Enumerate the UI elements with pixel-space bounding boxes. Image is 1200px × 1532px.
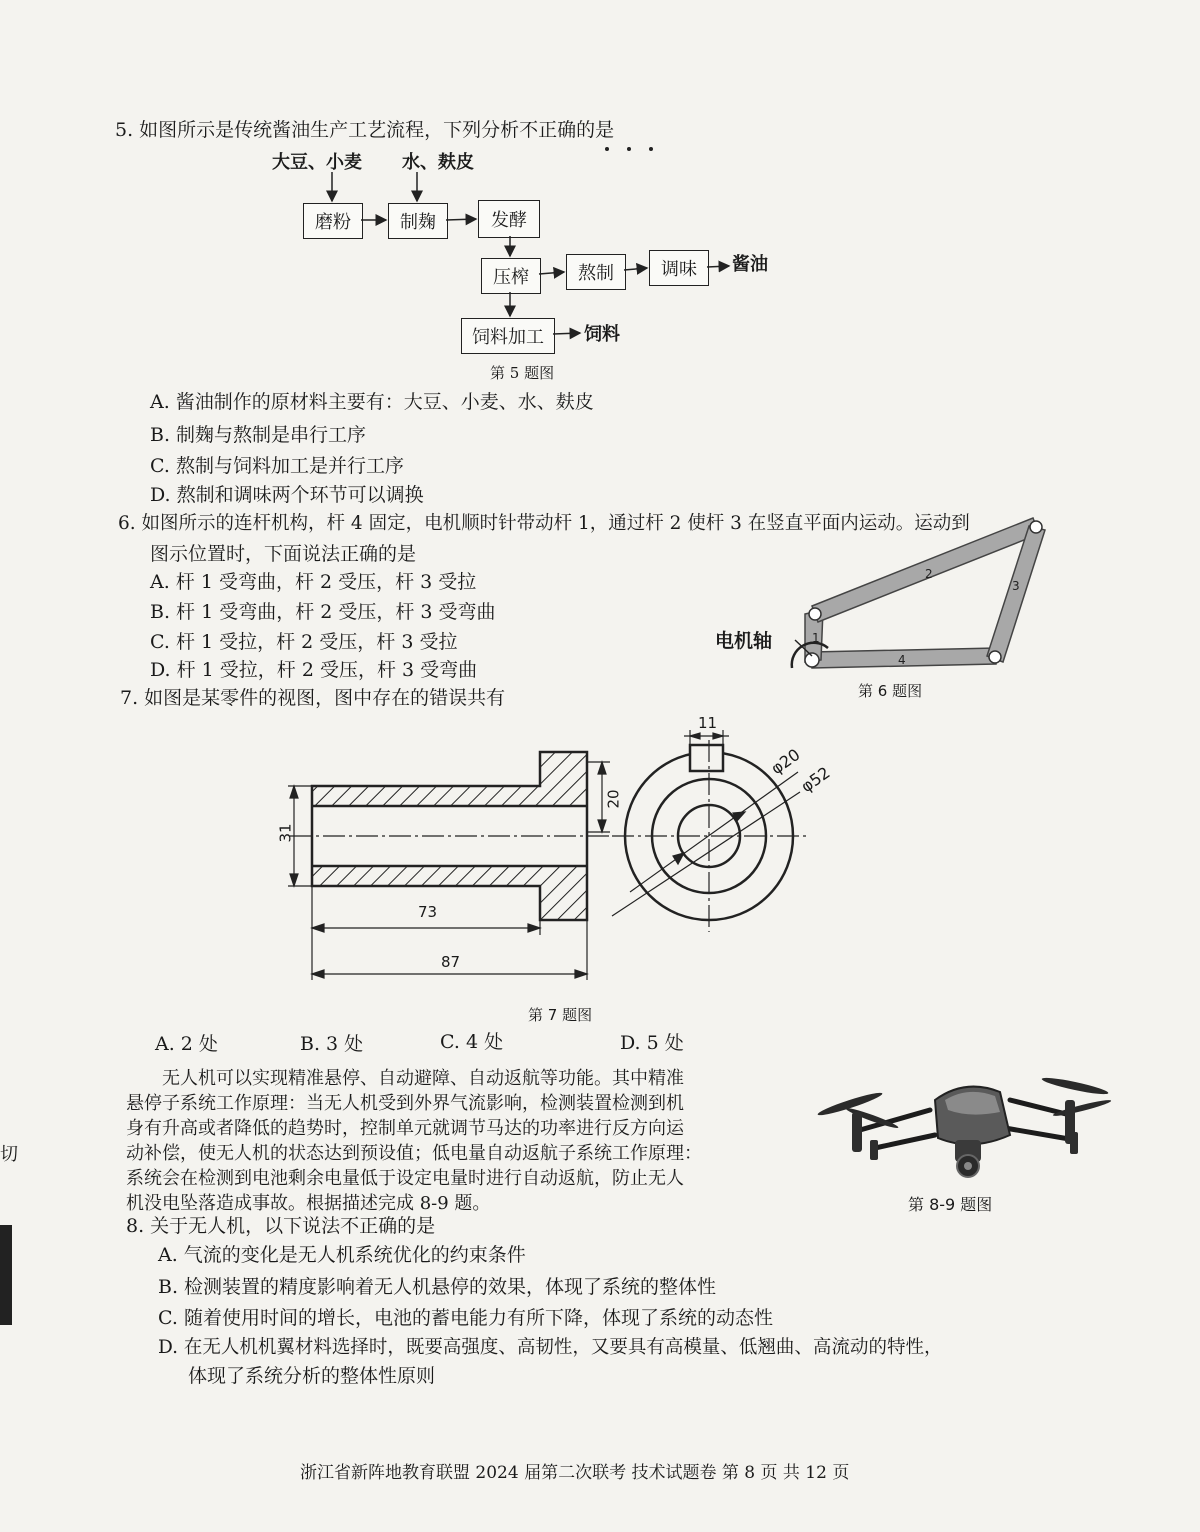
q7-option-a: A. 2 处 bbox=[155, 1033, 218, 1055]
q5-option-b: B. 制麹与熬制是串行工序 bbox=[150, 424, 367, 446]
dim-87: 87 bbox=[441, 953, 461, 971]
link-number-4: 4 bbox=[898, 653, 906, 667]
passage-line: 无人机可以实现精准悬停、自动避障、自动返航等功能。其中精准 bbox=[162, 1068, 684, 1089]
dim-phi20: φ20 bbox=[767, 744, 804, 779]
q5-stem: 5. 如图所示是传统酱油生产工艺流程，下列分析不正确的是 bbox=[115, 119, 615, 141]
step-koji: 制麹 bbox=[388, 203, 448, 239]
q6-option-b: B. 杆 1 受弯曲，杆 2 受压，杆 3 受弯曲 bbox=[150, 601, 496, 623]
q6-stem-line1: 6. 如图所示的连杆机构，杆 4 固定，电机顺时针带动杆 1，通过杆 2 使杆 3 在竖直平面内运动。运动到 bbox=[118, 513, 970, 534]
q7-option-c: C. 4 处 bbox=[440, 1031, 504, 1053]
margin-char: 切 bbox=[0, 1144, 18, 1165]
q5-caption: 第 5 题图 bbox=[490, 364, 555, 382]
passage-line: 悬停子系统工作原理：当无人机受到外界气流影响，检测装置检测到机 bbox=[126, 1093, 684, 1114]
step-seasoning: 调味 bbox=[649, 250, 709, 286]
step-pressing: 压榨 bbox=[481, 258, 541, 294]
q6-caption: 第 6 题图 bbox=[858, 682, 923, 700]
q8-option-c: C. 随着使用时间的增长，电池的蓄电能力有所下降，体现了系统的动态性 bbox=[158, 1307, 773, 1329]
input-soybean-wheat: 大豆、小麦 bbox=[272, 152, 362, 173]
dim-20: 20 bbox=[604, 789, 623, 809]
output-feed: 饲料 bbox=[584, 324, 620, 345]
q8-option-a: A. 气流的变化是无人机系统优化的约束条件 bbox=[158, 1244, 526, 1266]
passage-line: 系统会在检测到电池剩余电量低于设定电量时进行自动返航，防止无人 bbox=[126, 1168, 684, 1189]
q6-stem-line2: 图示位置时，下面说法正确的是 bbox=[150, 543, 417, 565]
margin-binding-mark bbox=[0, 1225, 12, 1325]
link-number-2: 2 bbox=[925, 567, 933, 581]
link-number-1: 1 bbox=[812, 631, 820, 645]
q5-option-d: D. 熬制和调味两个环节可以调换 bbox=[150, 484, 424, 506]
q6-option-a: A. 杆 1 受弯曲，杆 2 受压，杆 3 受拉 bbox=[150, 571, 477, 593]
drone-caption: 第 8-9 题图 bbox=[908, 1195, 993, 1214]
q7-stem: 7. 如图是某零件的视图，图中存在的错误共有 bbox=[120, 687, 506, 709]
dim-73: 73 bbox=[418, 903, 438, 921]
step-feed-processing: 饲料加工 bbox=[461, 318, 555, 354]
q8-option-d: D. 在无人机机翼材料选择时，既要高强度、高韧性，又要具有高模量、低翘曲、高流动的特性， bbox=[158, 1337, 943, 1358]
passage-line: 机没电坠落造成事故。根据描述完成 8-9 题。 bbox=[126, 1193, 491, 1214]
q8-option-d-continued: 体现了系统分析的整体性原则 bbox=[188, 1365, 436, 1387]
input-water-bran: 水、麸皮 bbox=[402, 152, 474, 173]
dim-31: 31 bbox=[276, 823, 295, 843]
passage-line: 身有升高或者降低的趋势时，控制单元就调节马达的功率进行反方向运 bbox=[126, 1118, 684, 1139]
page-footer: 浙江省新阵地教育联盟 2024 届第二次联考 技术试题卷 第 8 页 共 12 页 bbox=[300, 1463, 850, 1483]
q5-option-a: A. 酱油制作的原材料主要有：大豆、小麦、水、麸皮 bbox=[150, 391, 594, 413]
q7-option-b: B. 3 处 bbox=[300, 1033, 364, 1055]
q6-option-c: C. 杆 1 受拉，杆 2 受压，杆 3 受拉 bbox=[150, 631, 458, 653]
step-milling: 磨粉 bbox=[303, 203, 363, 239]
q7-caption: 第 7 题图 bbox=[528, 1006, 593, 1024]
q5-option-c: C. 熬制与饲料加工是并行工序 bbox=[150, 455, 404, 477]
passage-line: 动补偿，使无人机的状态达到预设值；低电量自动返航子系统工作原理： bbox=[126, 1143, 702, 1164]
q6-option-d: D. 杆 1 受拉，杆 2 受压，杆 3 受弯曲 bbox=[150, 659, 478, 681]
output-soy-sauce: 酱油 bbox=[732, 254, 768, 275]
link-number-3: 3 bbox=[1012, 579, 1020, 593]
step-boiling: 熬制 bbox=[566, 254, 626, 290]
motor-shaft-label: 电机轴 bbox=[715, 630, 773, 652]
dim-phi52: φ52 bbox=[797, 762, 834, 797]
q7-option-d: D. 5 处 bbox=[620, 1032, 684, 1054]
step-fermentation: 发酵 bbox=[478, 200, 540, 238]
q8-stem: 8. 关于无人机，以下说法不正确的是 bbox=[126, 1215, 436, 1237]
q8-option-b: B. 检测装置的精度影响着无人机悬停的效果，体现了系统的整体性 bbox=[158, 1276, 717, 1298]
dim-11: 11 bbox=[698, 714, 718, 732]
